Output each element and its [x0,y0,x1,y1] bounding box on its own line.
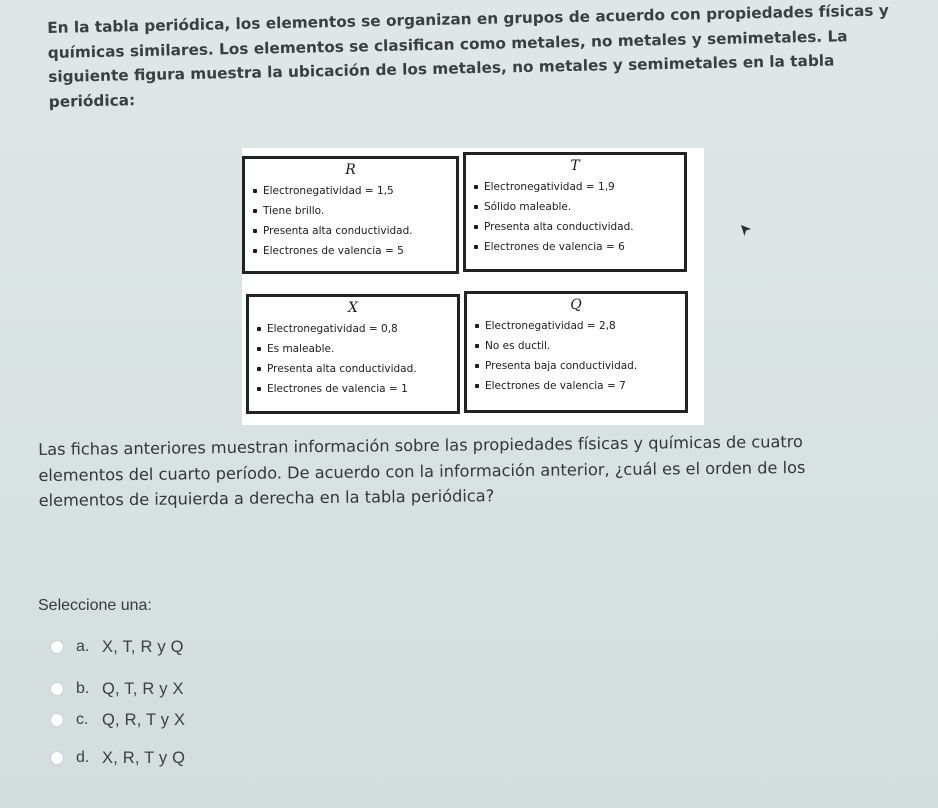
radio-button[interactable] [50,640,64,654]
element-card-q [464,291,688,413]
card-property: Electrones de valencia = 6 [474,237,684,257]
element-card-x [246,294,460,414]
answer-option-b[interactable] [50,677,184,701]
intro-line: siguiente figura muestra la ubicación de los metales, no metales y semimetales en la tabla [48,51,835,86]
card-property: Electrones de valencia = 5 [253,241,456,261]
card-property: Electronegatividad = 1,9 [474,177,684,197]
question-text [38,428,899,514]
answer-option-c[interactable] [50,708,185,732]
intro-line: En la tabla periódica, los elementos se organizan en grupos de acuerdo con propiedades físicas y [47,1,889,37]
card-property: No es ductil. [475,336,685,356]
intro-line: periódica: [48,90,136,111]
card-letter: Q [570,297,582,313]
option-text[interactable]: X, T, R y Q [102,637,184,656]
option-text[interactable]: Q, T, R y X [102,679,184,698]
card-property: Presenta alta conductividad. [257,359,457,379]
card-property: Electronegatividad = 2,8 [475,316,685,336]
card-property: Presenta alta conductividad. [474,217,684,237]
card-letter: T [570,158,580,174]
intro-line: químicas similares. Los elementos se clasifican como metales, no metales y semimetales. La [47,26,848,62]
mouse-pointer-icon [740,224,752,238]
radio-button[interactable] [50,682,64,696]
radio-button[interactable] [50,713,64,727]
question-line: Las fichas anteriores muestran información sobre las propiedades físicas y químicas de cuatro [38,431,804,459]
question-line: elementos de izquierda a derecha en la tabla periódica? [38,486,495,510]
element-cards-figure [242,148,704,425]
card-letter: X [348,300,358,316]
select-one-label: Seleccione una: [38,597,152,614]
card-property: Electronegatividad = 1,5 [253,181,456,201]
option-letter: a. [76,638,90,655]
question-line: elementos del cuarto período. De acuerdo con la información anterior, ¿cuál es el orden de los [38,457,806,485]
card-property: Electrones de valencia = 1 [257,379,457,399]
intro-paragraph [47,0,899,114]
card-property: Presenta baja conductividad. [475,356,685,376]
card-property: Electronegatividad = 0,8 [257,319,457,339]
card-property: Es maleable. [257,339,457,359]
radio-button[interactable] [50,751,64,765]
option-text[interactable]: Q, R, T y X [102,710,186,729]
element-card-r [242,156,459,274]
card-letter: R [345,162,356,178]
option-letter: d. [76,749,90,766]
element-card-t [463,152,687,272]
card-property: Presenta alta conductividad. [253,221,456,241]
card-property: Electrones de valencia = 7 [475,376,685,396]
card-property: Sólido maleable. [474,197,684,217]
option-letter: b. [76,680,90,697]
answer-option-d[interactable] [50,746,185,770]
option-letter: c. [76,711,89,728]
card-property: Tiene brillo. [253,201,456,221]
answer-option-a[interactable] [50,635,184,659]
option-text[interactable]: X, R, T y Q [102,748,186,767]
